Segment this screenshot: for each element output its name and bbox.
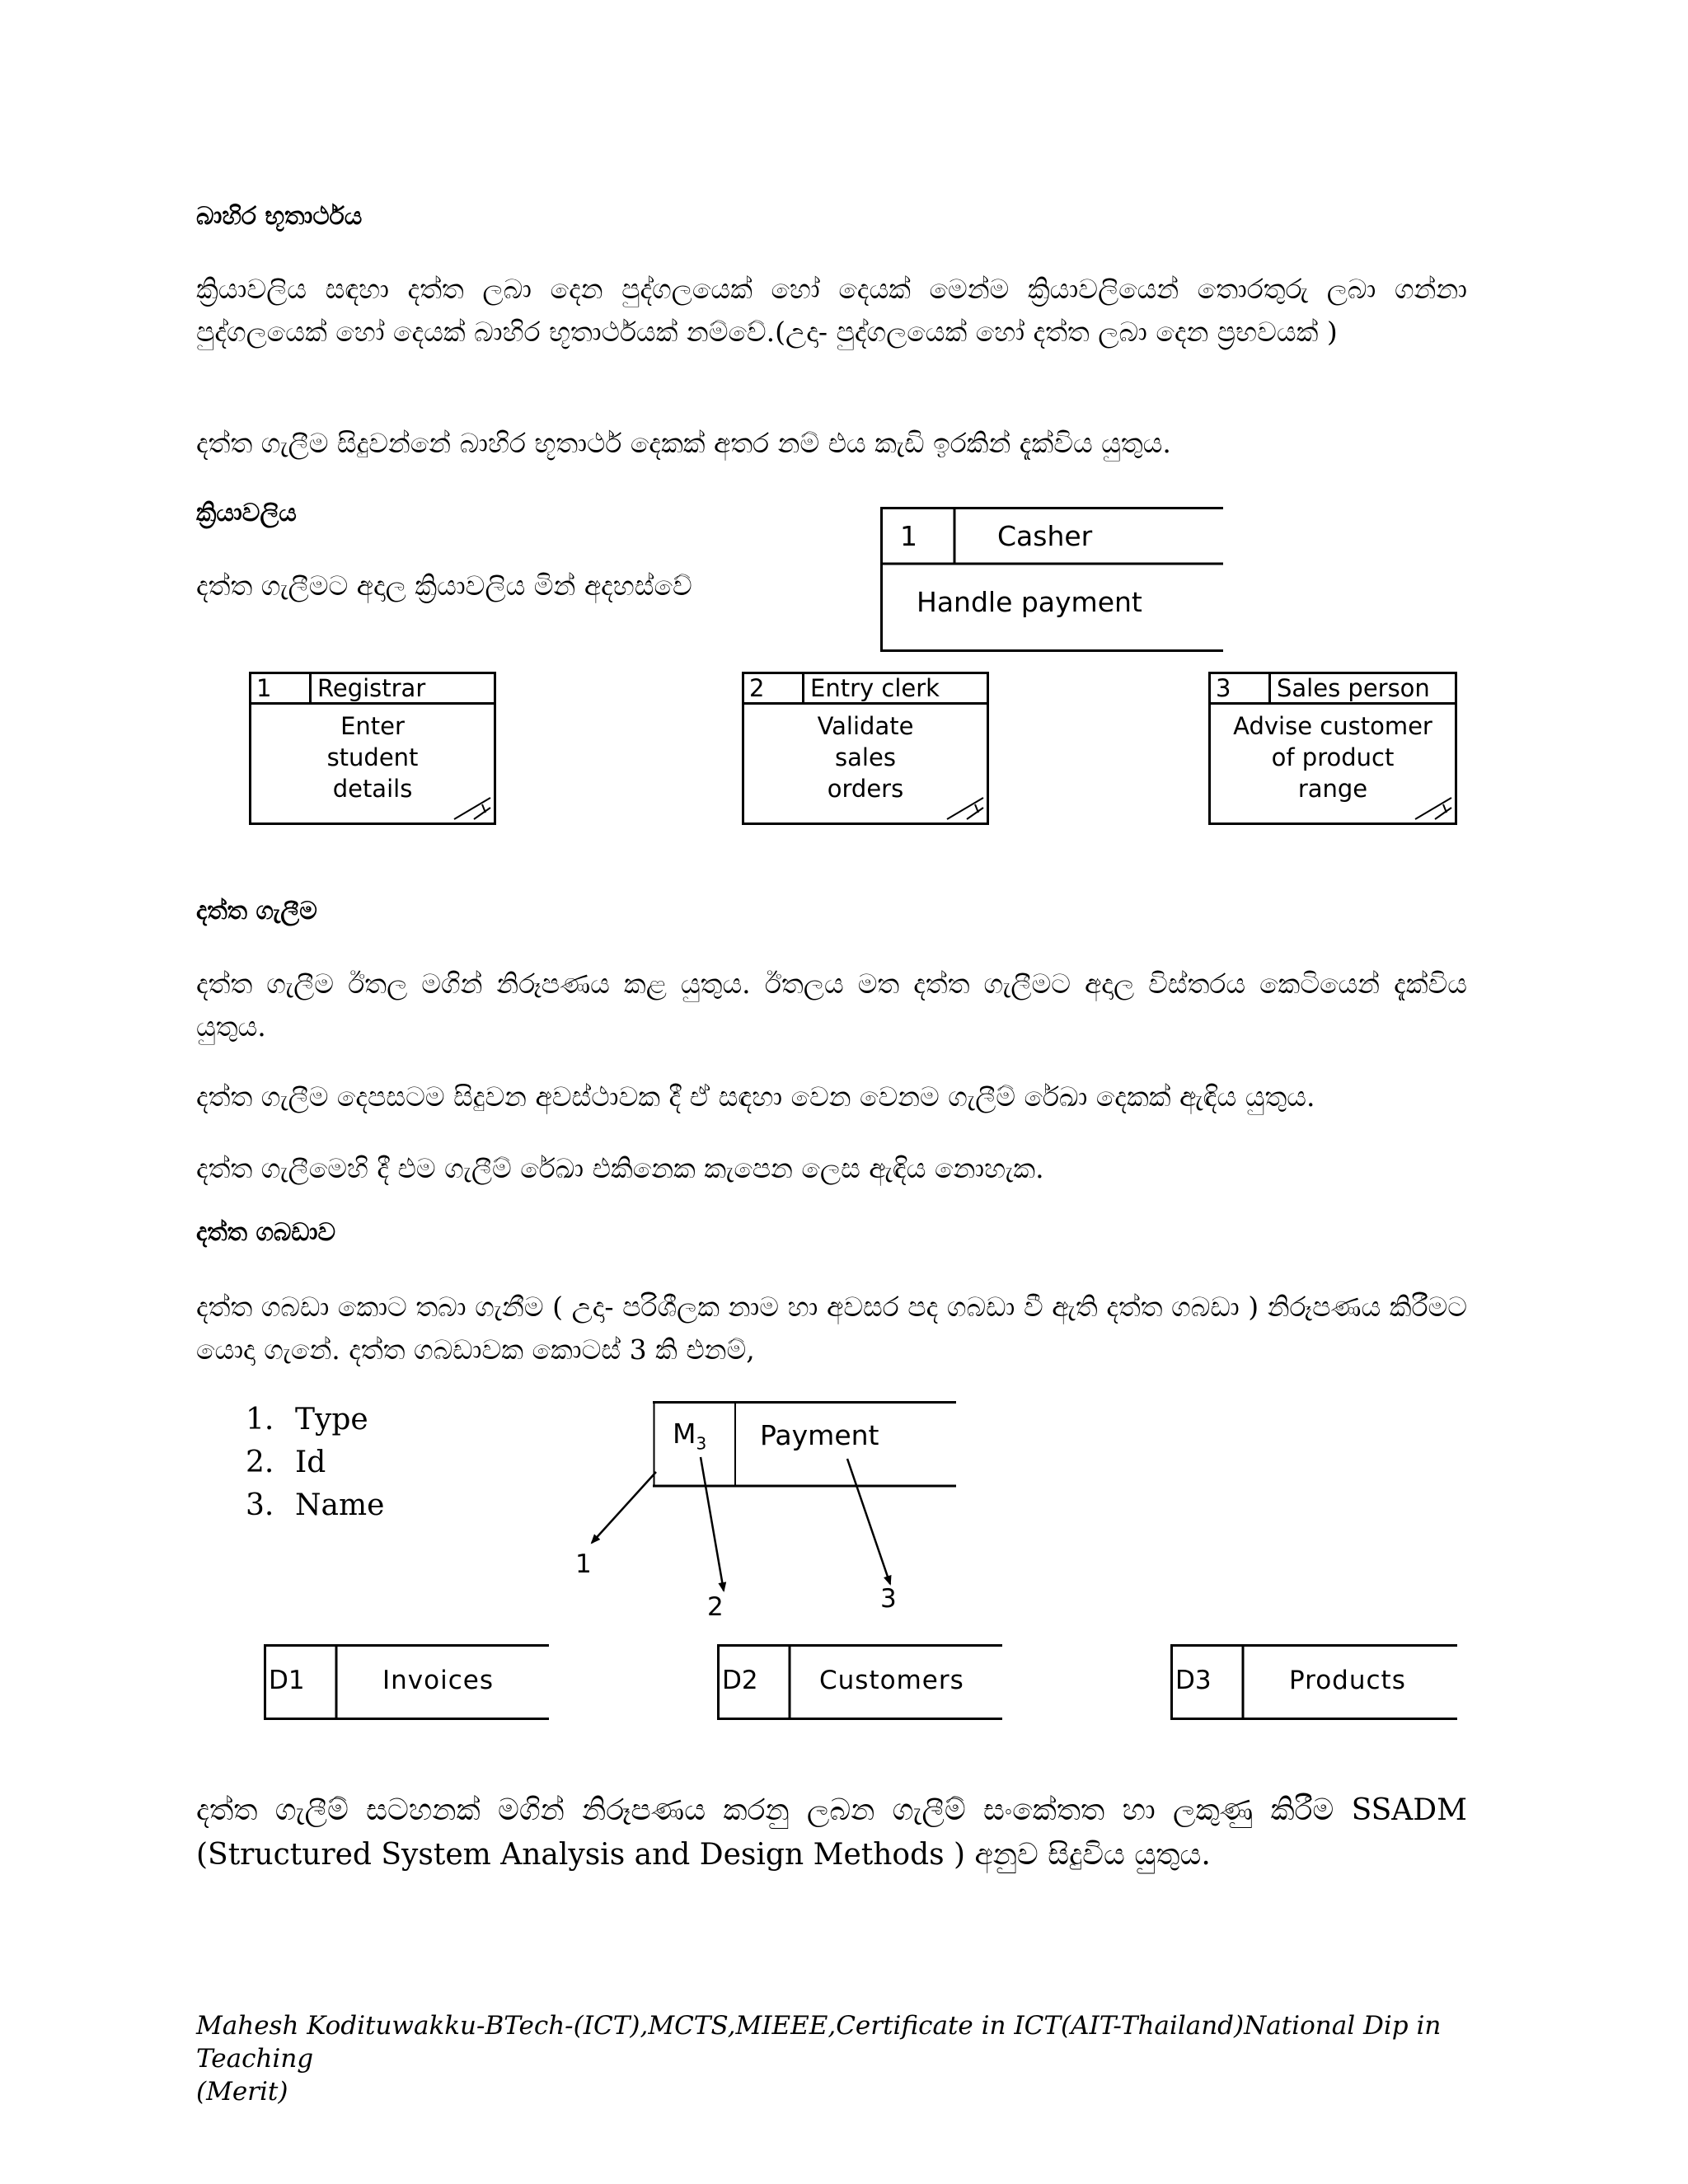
paragraph-external-entity-dashed-line: දත්ත ගැලීම සිදුවන්නේ බාහිර භූතාර්ථ දෙකක් අතර නම් එය කැඩි ඉරකින් දැක්විය යුතුය.: [196, 427, 1171, 459]
corner-mark-icon: [452, 796, 492, 821]
arrow-label-3: 3: [880, 1584, 897, 1614]
heading-external-entity: බාහිර භූතාර්ථය: [196, 202, 363, 231]
data-store-customers: [717, 1644, 1002, 1720]
process-example-box: [880, 507, 1223, 652]
process-box-description: [744, 710, 987, 804]
paragraph-data-flow-bidirectional: දත්ත ගැලීම දෙපසටම සිදුවන අවස්ථාවක දී ඒ සඳහා වෙන වෙනම ගැලීම් රේඛා දෙකක් ඇඳිය යුතුය.: [196, 1080, 1315, 1113]
process-box-number: 1: [256, 674, 272, 702]
process-box-line: student: [326, 743, 419, 771]
data-store-products: [1170, 1644, 1457, 1720]
paragraph-data-flow-no-crossing: දත්ත ගැලීමෙහි දී එම ගැලීම් රේඛා එකිනෙක කැපෙන ලෙස ඇඳිය නොහැක.: [196, 1152, 1044, 1184]
process-example-number: 1: [900, 520, 917, 552]
data-store-invoices: [264, 1644, 549, 1720]
data-store-example-type: $M_3$: [673, 1418, 707, 1454]
data-store-name: Invoices: [382, 1666, 494, 1695]
paragraph-process-definition: දත්ත ගැලීමට අදාල ක්‍රියාවලිය මින් අදහස්වේ: [196, 569, 692, 602]
data-store-name: Customers: [819, 1666, 964, 1695]
list-item: 2. Id: [246, 1446, 326, 1479]
process-box-line: Enter: [340, 712, 405, 740]
data-store-id: D1: [269, 1666, 305, 1695]
process-example-action: Handle payment: [917, 586, 1142, 618]
arrow-label-1: 1: [575, 1549, 592, 1579]
process-box-registrar: [249, 672, 496, 825]
process-box-actor: Entry clerk: [810, 674, 940, 702]
process-box-line: of product: [1271, 743, 1395, 771]
arrow-label-2: 2: [707, 1592, 724, 1622]
process-box-line: range: [1297, 775, 1368, 803]
corner-mark-icon: [945, 796, 985, 821]
footer-merit-line: (Merit): [196, 2077, 288, 2107]
data-store-id: D3: [1175, 1666, 1212, 1695]
process-box-divider: [309, 674, 312, 702]
footer-author-line: Mahesh Kodituwakku-BTech-(ICT),MCTS,MIEEE,Certificate in ICT(AIT-Thailand)National Dip in Teaching: [196, 2011, 1442, 2074]
process-box-description: [1211, 710, 1455, 804]
process-box-sales-person: [1208, 672, 1457, 825]
arrow-to-name: [847, 1459, 890, 1584]
heading-data-flow: දත්ත ගැලීම: [196, 897, 317, 926]
process-box-description: [251, 710, 494, 804]
process-box-number: 3: [1216, 674, 1231, 702]
paragraph-data-flow-arrows: දත්ත ගැලීම ඊතල මගින් නිරූපණය කළ යුතුය. ඊතලය මත දත්ත ගැලීමට අදාල විස්තරය කෙටියෙන් දැක්විය යුතුය.: [196, 968, 1467, 1043]
process-box-actor: Registrar: [317, 674, 426, 702]
arrow-to-type: [592, 1472, 656, 1543]
process-box-line: sales: [835, 743, 896, 771]
process-box-divider: [1268, 674, 1271, 702]
list-item: 1. Type: [246, 1403, 368, 1436]
data-store-name: Products: [1289, 1666, 1406, 1695]
process-box-line: Advise customer: [1233, 712, 1432, 740]
process-box-number: 2: [749, 674, 765, 702]
process-box-entry-clerk: [742, 672, 989, 825]
process-box-line: orders: [827, 775, 904, 803]
list-item: 3. Name: [246, 1488, 385, 1522]
arrow-to-id: [701, 1457, 724, 1591]
data-store-example-name: Payment: [760, 1419, 879, 1451]
heading-data-store: දත්ත ගබඩාව: [196, 1218, 336, 1247]
data-store-id: D2: [722, 1666, 758, 1695]
process-example-actor: Casher: [997, 520, 1093, 552]
data-store-parts-list: [246, 1399, 384, 1527]
data-store-example-diagram: [544, 1401, 973, 1632]
paragraph-data-store-definition: දත්ත ගබඩා කොට තබා ගැනීම ( උදා- පරිශීලක නාම හා අවසර පද ගබඩා වී ඇති දත්ත ගබඩා ) නිරූපණය කිරීමට යොදා ගැනේ. දත්ත ගබඩාවක කොටස් 3 කි එනම්,: [196, 1291, 1467, 1366]
corner-mark-icon: [1414, 796, 1453, 821]
paragraph-external-entity-definition: ක්‍රියාවලිය සඳහා දත්ත ලබා දෙන පුද්ගලයෙක් හෝ දෙයක් මෙන්ම ක්‍රියාවලියෙන් තොරතුරු ලබා ගන්නා පුද්ගලයෙක් හෝ දෙයක් බාහිර භූතාර්ථයක් නම්වේ.(උදා- පුද්ගලයෙක් හෝ දත්ත ලබා දෙන ප්‍රභවයක් ): [196, 273, 1467, 348]
heading-process: ක්‍රියාවලිය: [196, 499, 297, 527]
process-box-divider: [802, 674, 804, 702]
page-footer: [196, 2009, 1482, 2108]
process-box-line: Validate: [817, 712, 914, 740]
process-box-line: details: [332, 775, 413, 803]
process-box-actor: Sales person: [1277, 674, 1430, 702]
paragraph-ssadm-notation: දත්ත ගැලීම් සටහනක් මගින් නිරූපණය කරනු ලබන ගැලීම් සංකේතත හා ලකුණු කිරීම SSADM (Structured System Analysis and Design Methods ) අනුව සිදුවිය යුතුය.: [196, 1793, 1467, 1872]
